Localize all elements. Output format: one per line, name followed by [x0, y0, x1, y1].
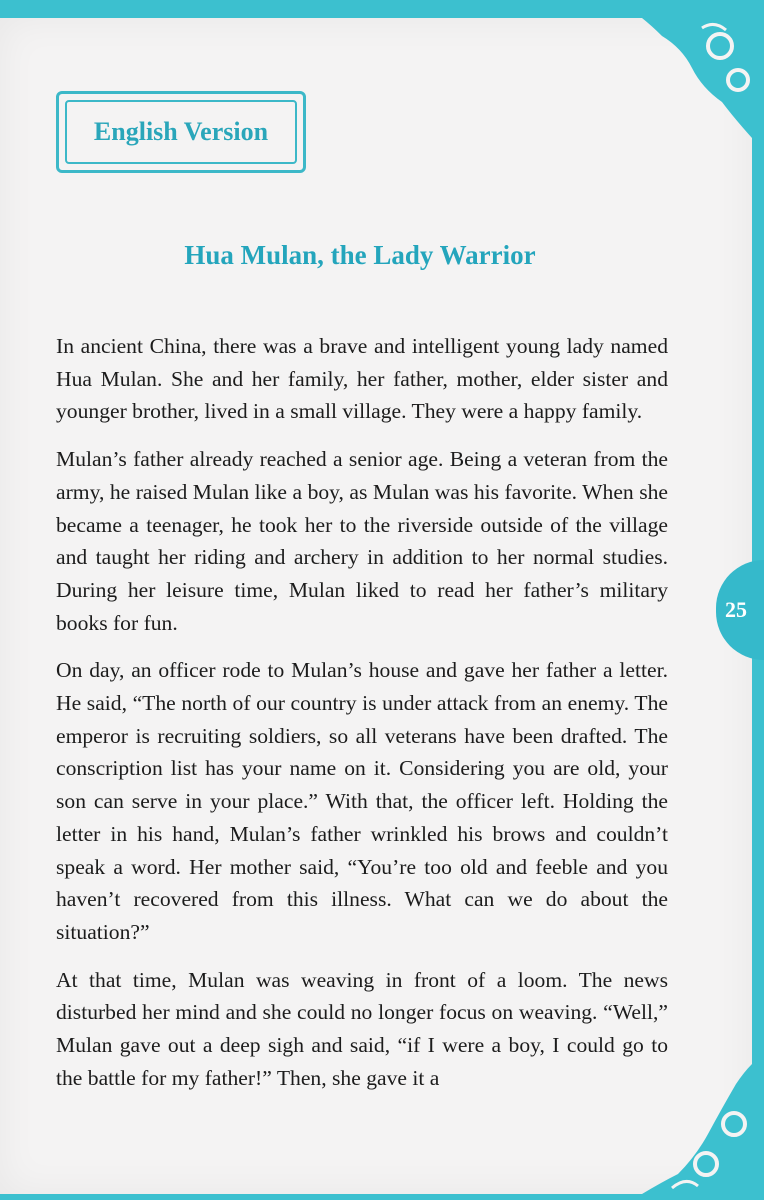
section-label: English Version — [65, 100, 297, 164]
paragraph: In ancient China, there was a brave and intelligent young lady named Hua Mulan. She and her family, her father, mother, elder sister and younger brother, lived in a small village. They were a happy family. — [56, 334, 668, 424]
story-text — [56, 330, 668, 1109]
page-number: 25 — [725, 597, 747, 622]
ornament-corner-top-right — [642, 18, 752, 138]
paragraph: On day, an officer rode to Mulan’s house and gave her father a letter. He said, “The north of our country is under attack from an enemy. The emperor is recruiting soldiers, so all veterans have been drafted. The conscription list has your name on it. Considering you are old, your son can serve in your place.” With that, the officer left. Holding the letter in his hand, Mulan’s father wrinkled his brows and couldn’t speak a word. Her mother said, “You’re too old and feeble and you haven’t recovered from this illness. What can we do about the situation?” — [56, 658, 668, 944]
section-label-box — [56, 91, 306, 173]
paragraph: At that time, Mulan was weaving in front of a loom. The news disturbed her mind and she could no longer focus on weaving. “Well,” Mulan gave out a deep sigh and said, “if I were a boy, I could go to the battle for my father!” Then, she gave it a — [56, 967, 668, 1090]
page-title: Hua Mulan, the Lady Warrior — [184, 240, 536, 270]
paragraph: Mulan’s father already reached a senior age. Being a veteran from the army, he raised Mulan like a boy, as Mulan was his favorite. When she became a teenager, he took her to the riverside outside of the village and taught her riding and archery in addition to her normal studies. During her leisure time, Mulan liked to read her father’s military books for fun. — [56, 447, 668, 635]
